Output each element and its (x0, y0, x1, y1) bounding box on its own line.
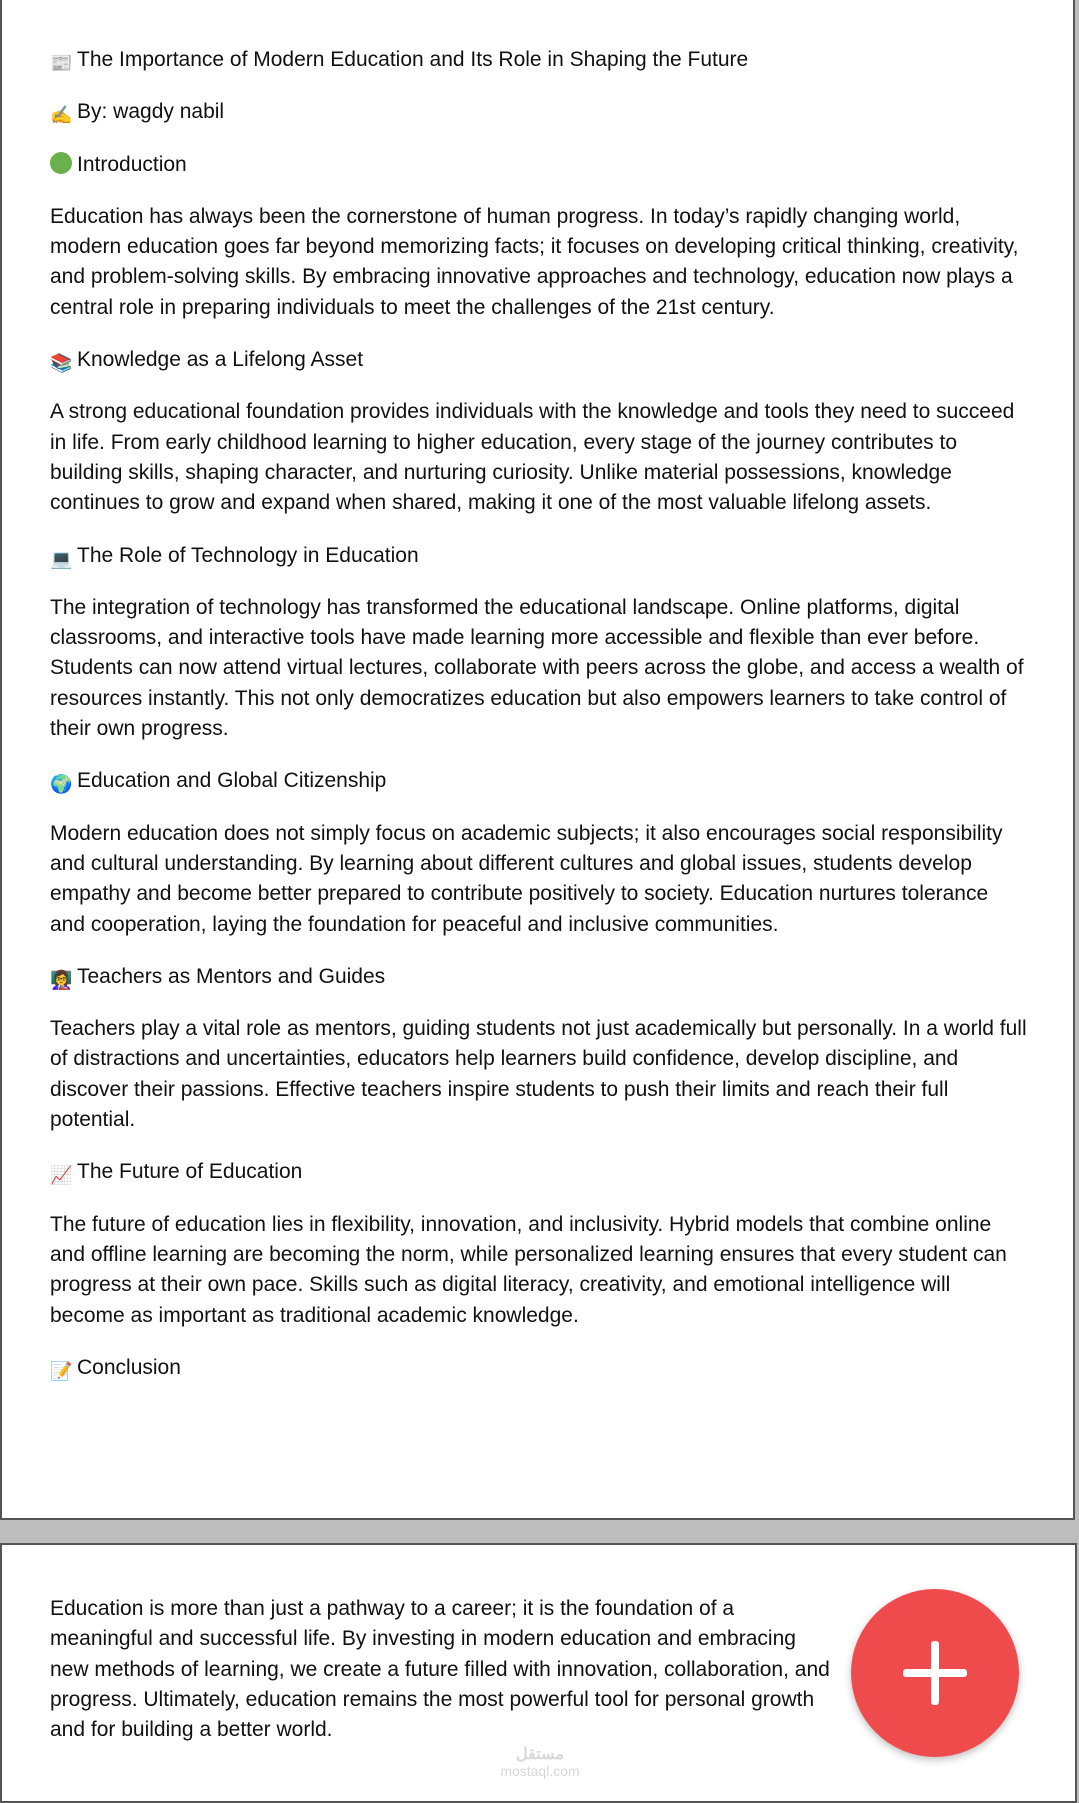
body-paragraph: Modern education does not simply focus on academic subjects; it also encourages social responsibility and cultural understanding. By learning about different cultures and global issues, students develop empathy and become better prepared to contribute positively to society. Education nurtures tolerance and cooperation, laying the foundation for peaceful and inclusive communities. (50, 821, 1003, 936)
section-heading (50, 1353, 1029, 1383)
newspaper-icon: 📰 (50, 53, 73, 73)
section-heading-text: Education and Global Citizenship (77, 769, 387, 793)
section-heading-text: Knowledge as a Lifelong Asset (77, 348, 364, 372)
section-heading-text: By: wagdy nabil (77, 100, 225, 124)
teacher-icon: 👩‍🏫 (50, 969, 73, 990)
section-heading (50, 766, 1029, 796)
section-heading (50, 345, 1029, 375)
chart-increasing-icon: 📈 (50, 1165, 73, 1186)
section-heading (50, 541, 1029, 571)
body-paragraph: The integration of technology has transformed the educational landscape. Online platforms, digital classrooms, and interactive tools have made learning more accessible and flexible than ever before. Students can now attend virtual lectures, collaborate with peers across the globe, and access a wealth of resources instantly. This not only democratizes education but also empowers learners to take control of their own progress. (50, 595, 1024, 741)
section-heading-text: The Future of Education (77, 1160, 303, 1184)
globe-icon: 🌍 (50, 774, 73, 795)
body-paragraph: The future of education lies in flexibility, innovation, and inclusivity. Hybrid models that combine online and offline learning are becoming the norm, while personalized learning ensures that every student can progress at their own pace. Skills such as digital literacy, creativity, and emotional intelligence will become as important as traditional academic knowledge. (50, 1212, 1007, 1327)
add-button[interactable] (851, 1589, 1019, 1757)
section-heading-text: The Role of Technology in Education (77, 543, 419, 567)
section-heading-text: Conclusion (77, 1355, 181, 1379)
section-heading (50, 45, 1029, 75)
memo-icon: 📝 (50, 1360, 73, 1381)
section-heading (50, 97, 1029, 127)
section-heading-text: The Importance of Modern Education and Its Role in Shaping the Future (77, 48, 749, 71)
laptop-icon: 💻 (50, 548, 73, 569)
conclusion-paragraph: Education is more than just a pathway to a career; it is the foundation of a meaningful and successful life. By investing in modern education and embracing new methods of learning, we create a future filled with innovation, collaboration, and progress. Ultimately, education remains the most powerful tool for personal growth and for building a better world. (50, 1597, 830, 1742)
body-paragraph: A strong educational foundation provides individuals with the knowledge and tools they need to succeed in life. From early childhood learning to higher education, every stage of the journey contributes to building skills, shaping character, and nurturing curiosity. Unlike material possessions, knowledge continues to grow and expand when shared, making it one of the most valuable lifelong assets. (50, 400, 1015, 515)
writing-hand-icon: ✍ (50, 105, 73, 126)
watermark-logo: مستقل mostaql.com (500, 1746, 580, 1779)
section-heading (50, 962, 1029, 992)
body-paragraph: Education has always been the cornerstone of human progress. In today’s rapidly changing world, modern education goes far beyond memorizing facts; it focuses on developing critical thinking, creativity, and problem-solving skills. By embracing innovative approaches and technology, education now plays a central role in preparing individuals to meet the challenges of the 21st century. (50, 204, 1019, 319)
section-heading (50, 150, 1029, 180)
section-heading (50, 1157, 1029, 1187)
books-icon: 📚 (50, 353, 73, 374)
section-heading-text: Teachers as Mentors and Guides (77, 964, 386, 988)
green-circle-icon (50, 152, 72, 174)
body-paragraph: Teachers play a vital role as mentors, guiding students not just academically but personally. In a world full of distractions and uncertainties, educators help learners build confidence, develop discipline, and discover their passions. Effective teachers inspire students to push their limits and reach their full potential. (50, 1017, 1027, 1132)
section-heading-text: Introduction (77, 152, 187, 176)
